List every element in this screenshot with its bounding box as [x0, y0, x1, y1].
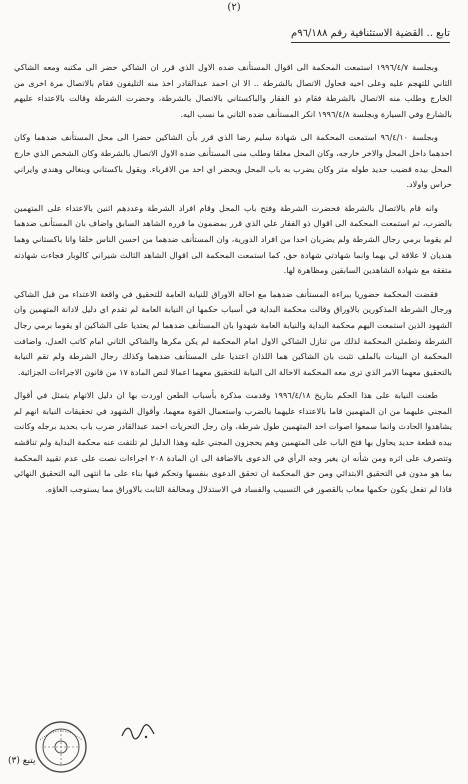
official-seal-icon — [34, 720, 88, 774]
paragraph-hearing-april-7: وبجلسة ١٩٩٦/٤/٧ استمعت المحكمة الى اقوال المستأنف ضده الاول الذي قرر ان الشاكي حضر الى مكتبه ومعه الشاكي الثاني للتهجم عليه وعلى اخيه فحاول الاتصال بالشرطة .. الا ان احمد عبدالقادر اخذ منه التليفون فقام بالاتصال مرة اخرى من الخارج وطلب منه الاتصال بالشرطة فقام ذو الفقار والباكستاني بالاتصال بالشرطة، وحضرت الشرطة وقالت بالاعتداء عليهم بالشارع وفي السيارة وبجلسة ١٩٩٦/٤/٨ انكر المستأنف ضده الثاني ما نسب اليه. — [14, 62, 452, 119]
paragraph-witness-testimony: وانه قام بالاتصال بالشرطة فحضرت الشرطة وفتح باب المحل وقام افراد الشرطة وعددهم اثنين بالاعتداء على المتهمين بالضرب، ثم استمعت المحكمة الى اقوال ذو الفقار علي الذي قرر بمضمون ما قرره الشاهد السابق واضاف بان المستأنف ضدهما لم يقوما برمي رجال الشرطة ولم يضربان احدا من افراد الدورية، وان المستأنف ضدهما من احسن الناس خلقا وانا باكستاني وهما هنديان لا علاقة لي بهما وانما شهادتي شهادة حق، كما استمعت المحكمة الى اقوال الشاهد الثالث شيراني كالوبار فجاءت شهادته متفقة مع شهادة الشاهدين السابقين ومظاهرة لها. — [14, 202, 452, 276]
case-reference-header: تابع .. القضية الاستئنافية رقم ٩٦/١٨٨م — [291, 28, 450, 43]
paragraph-hearing-april-10: وبجلسة ٩٦/٤/١٠ استمعت المحكمة الى شهادة سليم رضا الذي قرر بأن الشاكين حضرا الى محل المستأنف ضدهما وكان احدهما داخل المحل والاخر خارجه، وكان المحل مغلقا وطلب منى المستأنف ضده الاول الاتصال بالشرطة وكان الشخص الذي خارج المحل بيده قضيب حديد طوله متر وكان يضرب به باب المحل ويحضر اي احد من الاقرباء. ويقول باكستاني وبنغالي وهندي وايراني حراس واولاد. — [14, 132, 452, 190]
continuation-marker: يتبع (٣) — [8, 756, 36, 766]
page-number-top: (٢) — [227, 2, 241, 13]
paragraph-prosecution-appeal: طعنت النيابة على هذا الحكم بتاريخ ١٩٩٦/٤/١٨ وقدمت مذكرة بأسباب الطعن اوردت بها ان دليل الاتهام يتمثل في أقوال المجني عليهما من ان المتهمين قاما بالاعتداء عليهما بالضرب واستعمال القوة معهما، وأقوال الشهود في تحقيقات النيابة انهم لم يشاهدوا الحادث وانما سمعوا اصوات احد المتهمين طول شرطة، وان رجل التحريات احمد عبدالقادر ضرب باب بحديد برجله وكانت بيده قطعة حديد يحاول بها فتح الباب على المتهمين وهم يحجزون المجني عليه وهذا الدليل لم تلتفت عنه محكمة البداية ولم تناقشه وتتصرف على اثره ومن شأنه ان يغير وجه الرأي في الدعوى بالاضافة الى ان المادة ٢٠٨ اجراءات نصت على عدم تقييد المحكمة بما هو مدون في التحقيق الابتدائي ومن حق المحكمة ان تحقق الدعوى بنفسها وتحكم فيها بناء على ما انتهى اليه التحقيق النهائي فاذا لم تفعل يكون حكمها معاب بالقصور في التسبيب والفساد في الاستدلال ومخالفة الثابت بالاوراق مما يستوجب الغاؤه. — [14, 390, 452, 494]
paragraph-court-ruling: فقضت المحكمة حضوريا ببراءة المستأنف ضدهما مع احالة الاوراق للنيابة العامة للتحقيق في واقعة الاعتداء من قبل الشاكي ورجال الشرطة المذكورين بالاوراق وقالت محكمة البداية في أسباب حكمها ان النيابة العامة لم تقدم اي دليل لادانة المتهمين وان الشهود الذين استمعت اليهم محكمة البداية والنيابة العامة شهدوا بان المستأنف ضدهما لم يعتديا على الشاكين او يقوما برمي رجال الشرطة وتطمئن المحكمة لذلك من تنازل الشاكي الاول امام المحكمة لم يكن مكرها والشاكي الثاني امام كاتب العدل، واضافت المحكمة ان البينات بالملف تثبت بان الشاكين هما اللذان اعتديا على المستأنف ضدهما وكذلك رجال الشرطة ولم تقم النيابة بالتحقيق معهما الامر الذي ترى معه المحكمة الاحالة الى النيابة للتحقيق معهما اعمالا لنص المادة ١٧ من قانون الاجراءات الجزائية. — [14, 288, 452, 377]
handwritten-signature-icon — [120, 722, 156, 742]
document-body — [14, 60, 452, 497]
